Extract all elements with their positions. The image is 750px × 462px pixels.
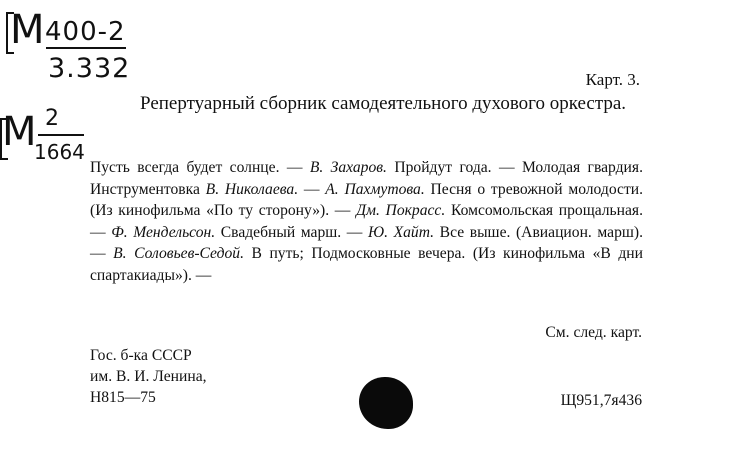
- call-mark-number: 3.332: [48, 53, 131, 84]
- card-number: Карт. 3.: [585, 70, 640, 89]
- contents-run: Свадебный марш. —: [215, 223, 368, 241]
- author-name: Ю. Хайт.: [368, 223, 435, 241]
- author-name: Ф. Мендельсон.: [111, 223, 216, 241]
- author-name: А. Пахмутова.: [325, 180, 425, 198]
- secondary-mark-letter: М: [2, 109, 38, 155]
- holder-line: Гос. б-ка СССР: [90, 347, 192, 364]
- secondary-mark-underline: [38, 134, 84, 136]
- contents-run: Комсомольская прощальная. —: [90, 202, 643, 241]
- contents-run: Пусть всегда будет солнце. —: [90, 159, 310, 176]
- author-name: В. Соловьев-Седой.: [113, 245, 244, 262]
- contents-run: В путь; Подмосковные вечера. (Из кинофильма «В дни спартакиады»). —: [90, 245, 643, 284]
- contents-run: —: [298, 180, 326, 198]
- call-mark-underline: [46, 47, 126, 49]
- call-mark-code: 400-2: [45, 17, 126, 47]
- contents-text: [90, 157, 643, 286]
- card-punch-hole: [359, 377, 413, 429]
- holder-line: им. В. И. Ленина,: [90, 368, 207, 385]
- contents-run: Все выше. (Авиацион. марш). —: [90, 223, 643, 262]
- secondary-mark-code: 2: [45, 106, 60, 131]
- author-name: В. Захаров.: [309, 159, 387, 176]
- shelf-mark: Щ951,7я436: [560, 392, 642, 409]
- see-next-card: См. след. карт.: [545, 324, 642, 341]
- author-name: Дм. Покрасс.: [356, 202, 446, 219]
- secondary-mark-number: 1664: [34, 140, 85, 164]
- card-title: Репертуарный сборник самодеятельного духового оркестра.: [140, 93, 627, 114]
- contents-run: Пройдут года. — Молодая гвардия. Инструментовка: [90, 159, 643, 198]
- contents-run: Песня о тревожной молодости. (Из кинофильма «По ту сторону»). —: [90, 180, 644, 219]
- holder-line: Н815—75: [90, 389, 156, 406]
- library-holder: [90, 345, 207, 408]
- author-name: В. Николаева.: [205, 180, 299, 198]
- call-mark-letter: М: [10, 7, 46, 53]
